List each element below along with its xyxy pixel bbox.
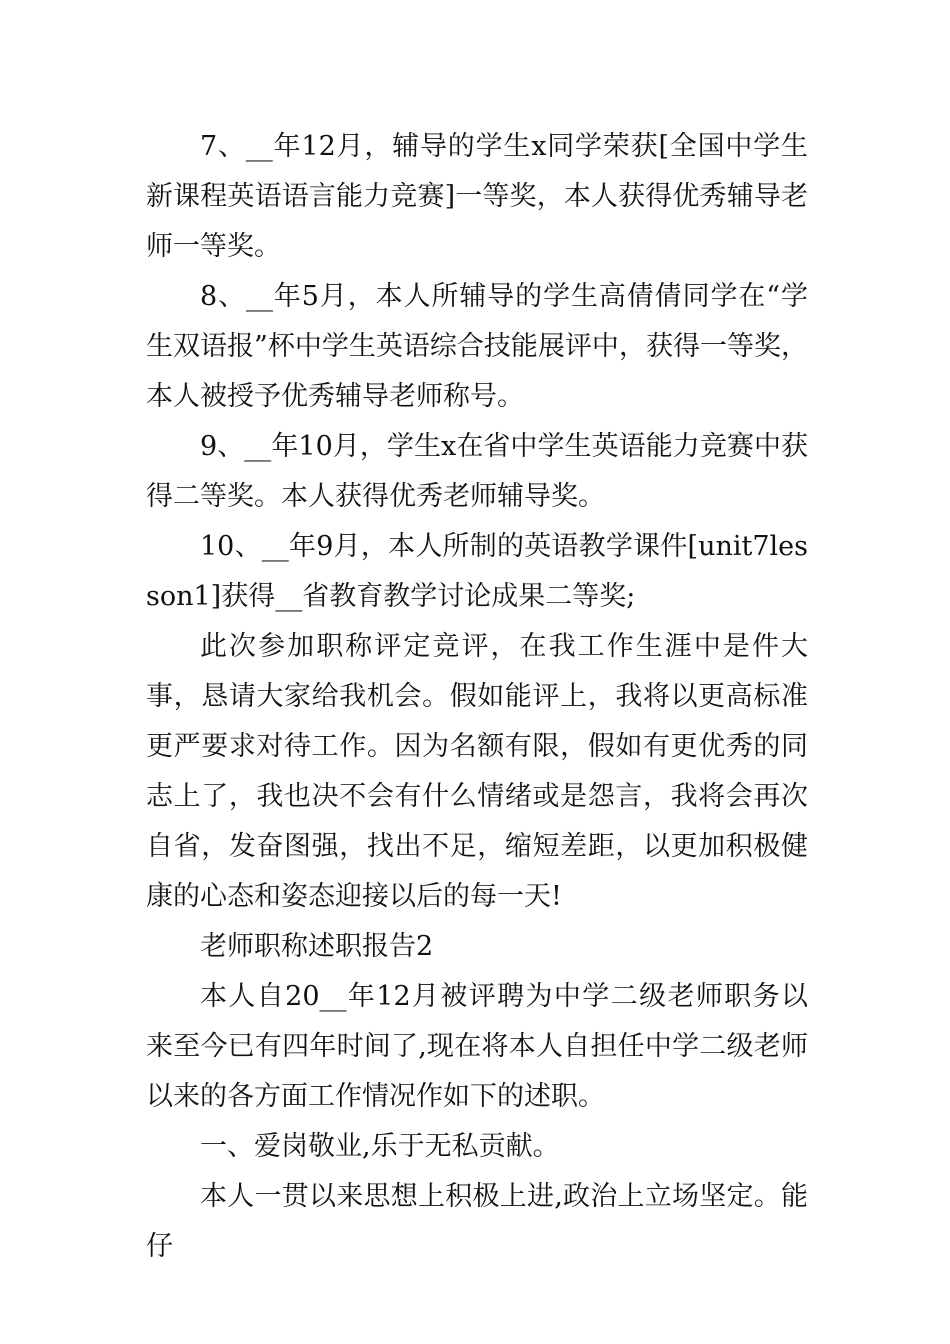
paragraph-closing: 此次参加职称评定竞评，在我工作生涯中是件大事，恳请大家给我机会。假如能评上，我将以更高标准更严要求对待工作。因为名额有限，假如有更优秀的同志上了，我也决不会有什么情绪或是怨言，我将会再次自省，发奋图强，找出不足，缩短差距，以更加积极健康的心态和姿态迎接以后的每一天! <box>146 631 808 912</box>
document-body <box>146 122 808 1272</box>
paragraph-intro: 本人自20__年12月被评聘为中学二级老师职务以来至今已有四年时间了,现在将本人自担任中学二级老师以来的各方面工作情况作如下的述职。 <box>146 981 808 1112</box>
paragraph-award-7: 7、__年12月，辅导的学生x同学荣获[全国中学生新课程英语语言能力竞赛]一等奖，本人获得优秀辅导老师一等奖。 <box>146 131 808 262</box>
section-heading-1: 一、爱岗敬业,乐于无私贡献。 <box>200 1131 560 1162</box>
paragraph-section-1: 本人一贯以来思想上积极上进,政治上立场坚定。能仔 <box>146 1181 808 1262</box>
paragraph-award-10: 10、__年9月，本人所制的英语教学课件[unit7lesson1]获得__省教育教学讨论成果二等奖; <box>146 531 808 612</box>
paragraph-award-8: 8、__年5月，本人所辅导的学生高倩倩同学在“学生双语报”杯中学生英语综合技能展评中，获得一等奖，本人被授予优秀辅导老师称号。 <box>146 281 808 412</box>
section-title: 老师职称述职报告2 <box>200 931 434 962</box>
paragraph-award-9: 9、__年10月，学生x在省中学生英语能力竞赛中获得二等奖。本人获得优秀老师辅导奖。 <box>146 431 808 512</box>
